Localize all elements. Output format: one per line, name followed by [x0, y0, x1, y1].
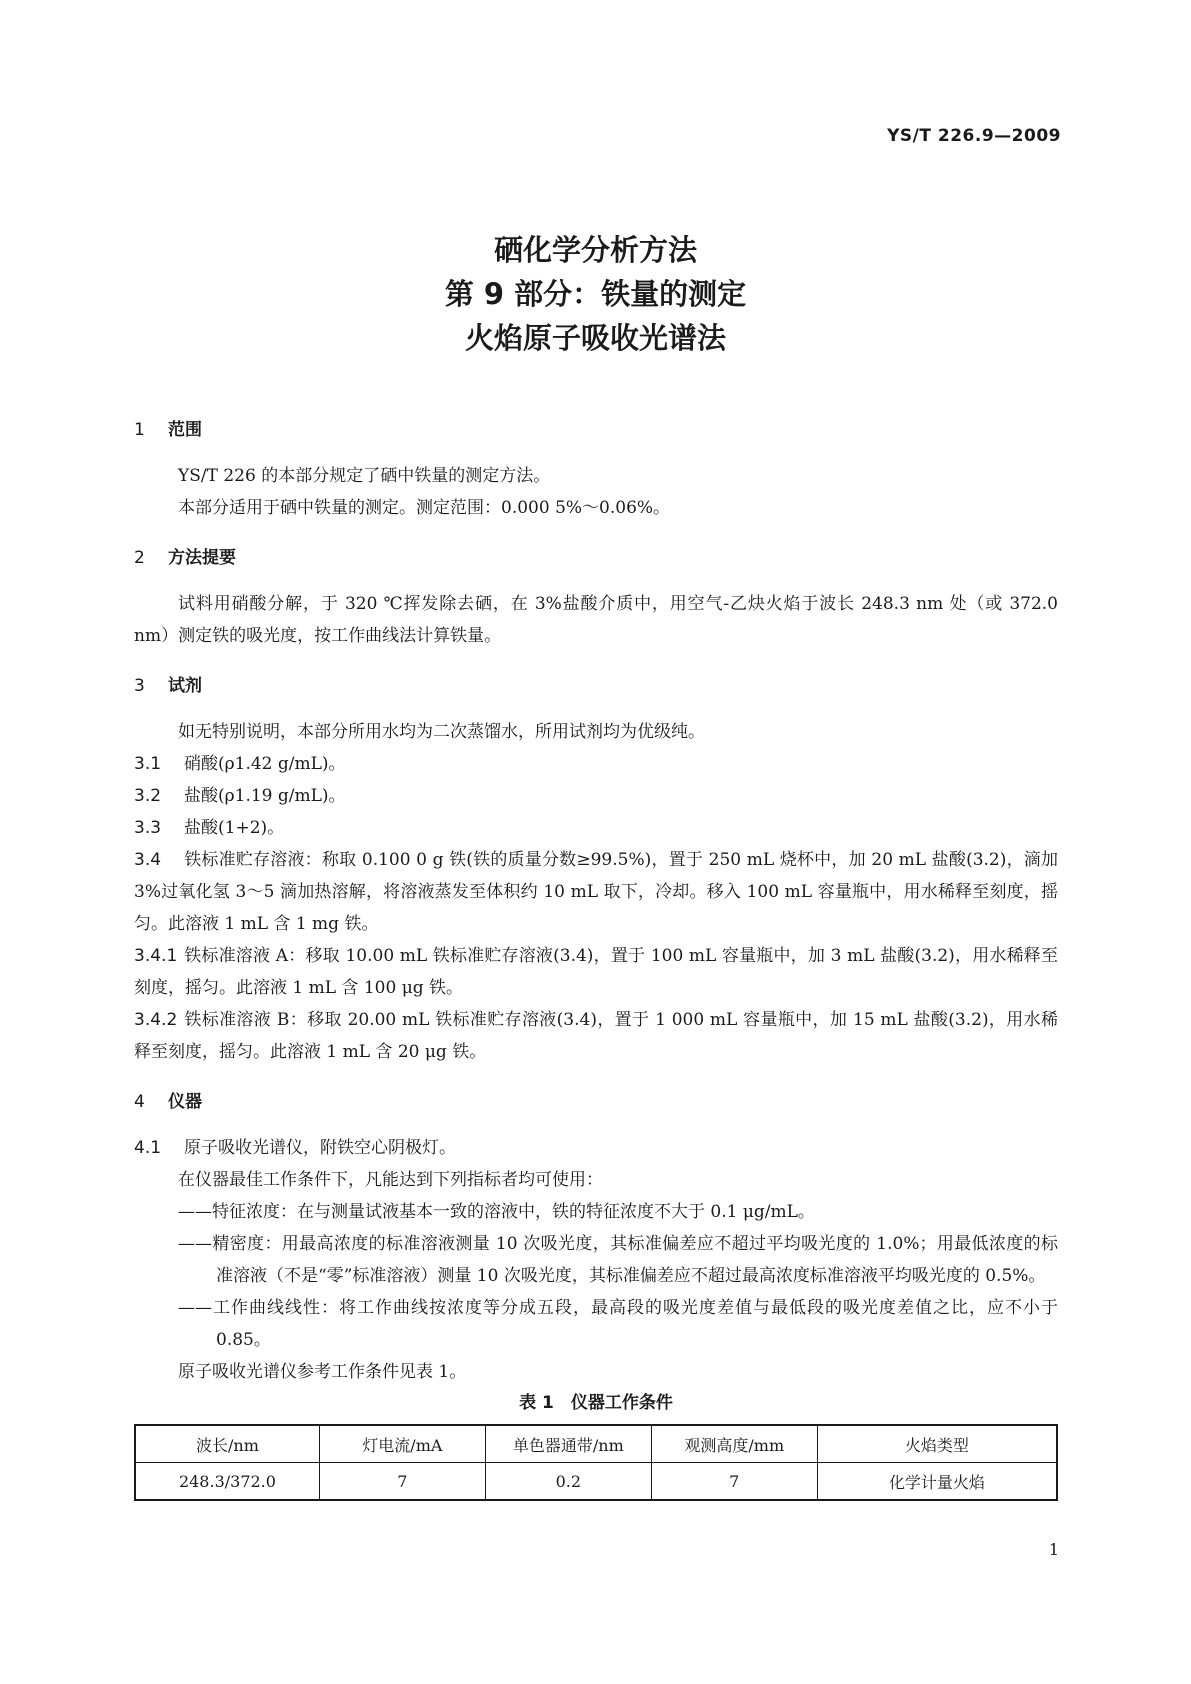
- table-header-cell: 观测高度/mm: [651, 1425, 817, 1463]
- table-header-cell: 火焰类型: [817, 1425, 1057, 1463]
- title-line-1: 硒化学分析方法: [493, 233, 697, 267]
- instrument-conditions-table: [134, 1424, 1058, 1501]
- table-cell: 0.2: [485, 1463, 651, 1501]
- paragraph: 如无特别说明，本部分所用水均为二次蒸馏水，所用试剂均为优级纯。: [178, 722, 705, 742]
- standard-code: YS/T 226.9—2009: [887, 126, 1061, 146]
- clause-number: 3.4: [134, 850, 162, 870]
- dash-list-item: ——特征浓度：在与测量试液基本一致的溶液中，铁的特征浓度不大于 0.1 μg/mL。: [178, 1202, 815, 1222]
- clause-text: 硝酸(ρ1.42 g/mL)。: [184, 754, 346, 774]
- clause-number: 3.4.2: [134, 1010, 178, 1030]
- table-cell: 248.3/372.0: [135, 1463, 319, 1501]
- section-title: 方法提要: [168, 548, 236, 568]
- section-number: 3: [134, 676, 145, 696]
- section-number: 2: [134, 548, 145, 568]
- clause-text: 盐酸(1+2)。: [184, 818, 285, 838]
- clause-item: [134, 780, 1058, 812]
- paragraph: 原子吸收光谱仪参考工作条件见表 1。: [178, 1362, 467, 1382]
- section-title: 试剂: [168, 676, 202, 696]
- section-heading-scope: [134, 416, 1058, 444]
- clause-item: [134, 940, 1058, 1004]
- clause-number: 3.3: [134, 818, 162, 838]
- clause-number: 4.1: [134, 1138, 162, 1158]
- clause-item: [134, 812, 1058, 844]
- page-number: 1: [1048, 1540, 1059, 1559]
- document-body: [134, 416, 1058, 1501]
- clause-item: [134, 1004, 1058, 1068]
- paragraph: 在仪器最佳工作条件下，凡能达到下列指标者均可使用：: [178, 1170, 603, 1190]
- table-cell: 化学计量火焰: [817, 1463, 1057, 1501]
- title-line-3: 火焰原子吸收光谱法: [464, 321, 726, 355]
- clause-text: 铁标准溶液 A：移取 10.00 mL 铁标准贮存溶液(3.4)，置于 100 mL 容量瓶中，加 3 mL 盐酸(3.2)，用水稀释至刻度，摇匀。此溶液 1 mL 含 100 μg 铁。: [134, 946, 1058, 998]
- clause-number: 3.1: [134, 754, 162, 774]
- title-line-2: 第 9 部分：铁量的测定: [444, 277, 747, 311]
- table-caption: 表 1 仪器工作条件: [519, 1393, 673, 1413]
- clause-item: [134, 748, 1058, 780]
- paragraph: 本部分适用于硒中铁量的测定。测定范围：0.000 5%～0.06%。: [178, 498, 671, 518]
- table-row: [135, 1463, 1057, 1501]
- clause-number: 3.4.1: [134, 946, 178, 966]
- clause-text: 原子吸收光谱仪，附铁空心阴极灯。: [184, 1138, 456, 1158]
- paragraph: YS/T 226 的本部分规定了硒中铁量的测定方法。: [178, 466, 551, 486]
- section-title: 仪器: [168, 1092, 202, 1112]
- clause-item: [134, 844, 1058, 940]
- dash-list-item: ——工作曲线线性：将工作曲线按浓度等分成五段，最高段的吸光度差值与最低段的吸光度差值之比，应不小于 0.85。: [178, 1298, 1058, 1350]
- clause-text: 铁标准溶液 B：移取 20.00 mL 铁标准贮存溶液(3.4)，置于 1 000 mL 容量瓶中，加 15 mL 盐酸(3.2)，用水稀释至刻度，摇匀。此溶液 1 mL 含 20 μg 铁。: [134, 1010, 1058, 1062]
- document-title: [0, 228, 1191, 360]
- table-header-cell: 单色器通带/nm: [485, 1425, 651, 1463]
- dash-list-item: ——精密度：用最高浓度的标准溶液测量 10 次吸光度，其标准偏差应不超过平均吸光度的 1.0%；用最低浓度的标准溶液（不是“零”标准溶液）测量 10 次吸光度，其标准偏差应不超过最高浓度标准溶液平均吸光度的 0.5%。: [178, 1234, 1058, 1286]
- clause-item: [134, 1132, 1058, 1164]
- clause-text: 盐酸(ρ1.19 g/mL)。: [184, 786, 346, 806]
- section-number: 4: [134, 1092, 145, 1112]
- table-header-cell: 灯电流/mA: [319, 1425, 485, 1463]
- section-number: 1: [134, 420, 145, 440]
- table-cell: 7: [319, 1463, 485, 1501]
- table-header-cell: 波长/nm: [135, 1425, 319, 1463]
- clause-text: 铁标准贮存溶液：称取 0.100 0 g 铁(铁的质量分数≥99.5%)，置于 250 mL 烧杯中，加 20 mL 盐酸(3.2)，滴加 3%过氧化氢 3～5 滴加热溶解，将溶液蒸发至体积约 10 mL 取下，冷却。移入 100 mL 容量瓶中，用水稀释至刻度，摇匀。此溶液 1 mL 含 1 mg 铁。: [134, 850, 1058, 934]
- table-header-row: [135, 1425, 1057, 1463]
- table-cell: 7: [651, 1463, 817, 1501]
- clause-number: 3.2: [134, 786, 162, 806]
- section-heading-apparatus: [134, 1088, 1058, 1116]
- section-title: 范围: [168, 420, 202, 440]
- section-heading-principle: [134, 544, 1058, 572]
- section-heading-reagents: [134, 672, 1058, 700]
- paragraph: 试料用硝酸分解，于 320 ℃挥发除去硒，在 3%盐酸介质中，用空气-乙炔火焰于波长 248.3 nm 处（或 372.0 nm）测定铁的吸光度，按工作曲线法计算铁量。: [134, 594, 1058, 646]
